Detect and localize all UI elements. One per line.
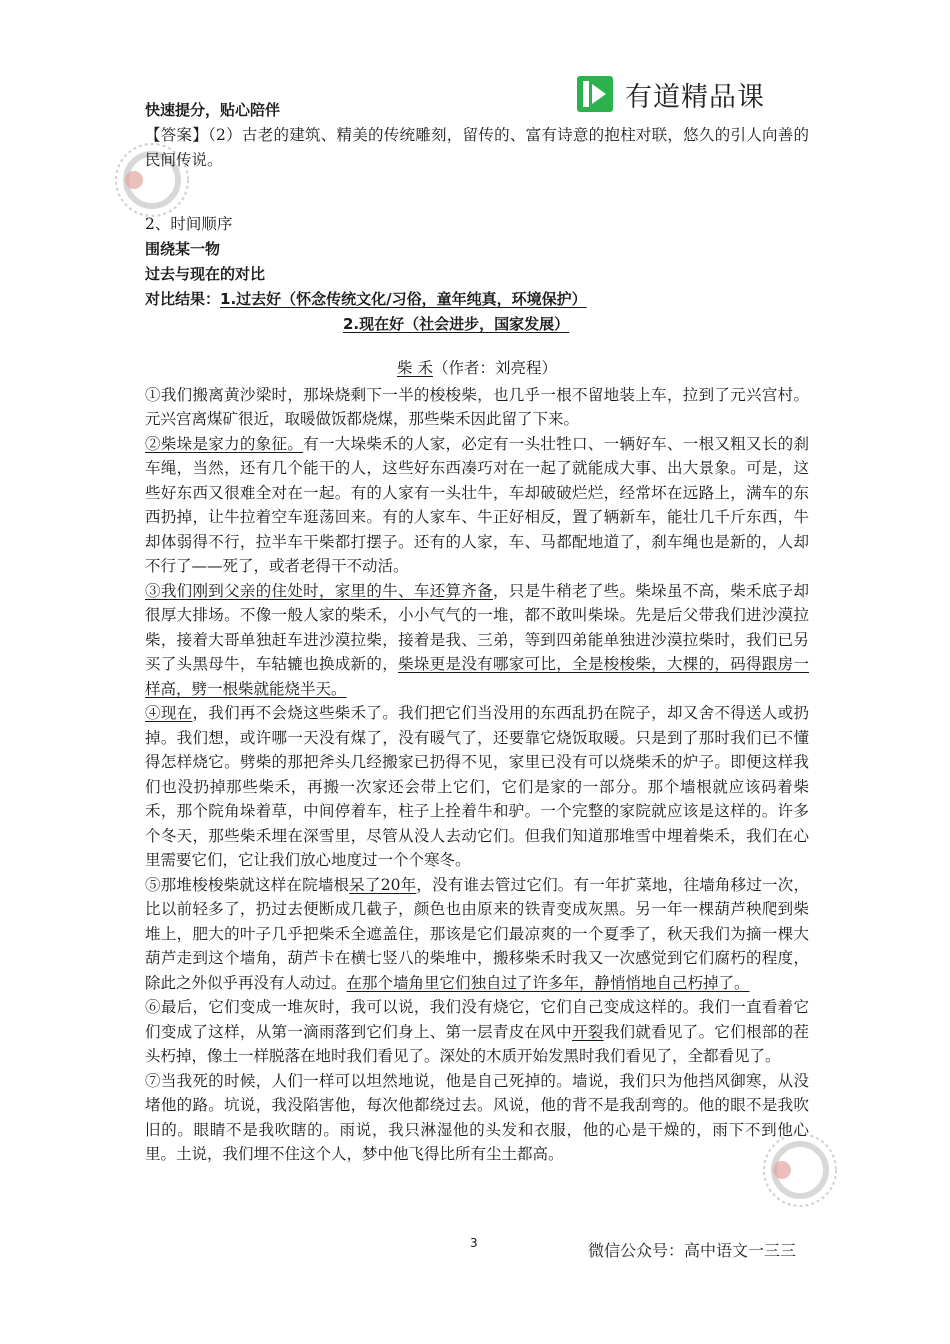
p6-text-a: ⑥最后，它们变成一堆灰时，我可以说，我们没有烧它，它们自己变成这样的。我们一直看着它们变成了这样，从第一滴雨落到它们身上、第一层青皮在风中	[145, 998, 809, 1041]
result-1: 1.过去好（怀念传统文化/习俗，童年纯真，环境保护）	[220, 289, 587, 308]
paragraph-2	[145, 432, 809, 579]
article-title	[145, 355, 809, 381]
page-number: 3	[470, 1236, 478, 1250]
paragraph-1: ①我们搬离黄沙梁时，那垛烧剩下一半的梭梭柴，也几乎一根不留地装上车，拉到了元兴宫村。元兴宫离煤矿很近，取暖做饭都烧煤，那些柴禾因此留了下来。	[145, 385, 809, 428]
article-author: （作者：刘亮程）	[432, 358, 557, 377]
p3-text: ，只是牛稍老了些。柴垛虽不高，柴禾底子却很厚大排场。不像一般人家的柴禾，小小气气的一堆，都不敢叫柴垛。先是后父带我们进沙漠拉柴，接着大哥单独赶车进沙漠拉柴，接着是我、三弟，等到四弟能单独进沙漠拉柴时，我们已另买了头黑母牛，车轱辘也换成新的，	[145, 581, 809, 673]
p3-underlined-2: 柴垛更是没有哪家可比，全是梭梭柴，大棵的，码得跟房一样高，劈一根柴就能烧半天。	[145, 655, 809, 698]
result-2: 2.现在好（社会进步，国家发展）	[343, 314, 570, 333]
answer-block	[145, 123, 809, 172]
answer-label: 【答案】	[145, 126, 209, 144]
paragraph-3	[145, 579, 809, 702]
notes-line-1: 围绕某一物	[145, 239, 221, 258]
logo-text: 有道精品课	[625, 81, 765, 113]
answer-text: （2）古老的建筑、精美的传统雕刻，留传的、富有诗意的抱柱对联，悠久的引人向善的民间传说。	[145, 126, 809, 169]
title-text: 柴 禾	[397, 358, 433, 377]
contrast-result	[145, 287, 809, 312]
p5-text-b: ，没有谁去管过它们。有一年扩菜地，往墙角移过一次，比以前轻多了，扔过去便断成几截子，颜色也由原来的铁青变成灰黑。另一年一棵葫芦秧爬到柴堆上，肥大的叶子几乎把柴禾全遮盖住，那该是它们最凉爽的一个夏季了，秋天我们为摘一棵大葫芦走到这个墙角，葫芦卡在横七竖八的柴堆中，搬移柴禾时我又一次感觉到它们腐朽的程度，除此之外似乎再没有人动过。	[145, 875, 809, 992]
p4-underlined: ④现在	[145, 704, 193, 722]
tagline: 快速提分，贴心陪伴	[145, 101, 281, 119]
paragraph-4	[145, 701, 809, 873]
p2-text: 有一大垛柴禾的人家，必定有一头壮牲口、一辆好车、一根又粗又长的刹车绳，当然，还有几个能干的人，这些好东西凑巧对在一起了就能成大事、出大景象。可是，这些好东西又很难全对在一起。有的人家有一头壮牛，车却破破烂烂，经常坏在远路上，满车的东西扔掉，让牛拉着空车逛荡回来。有的人家车、牛正好相反，置了辆新车，能壮几千斤东西，牛却体弱得不行，拉半车干柴都打摆子。还有的人家，车、马都配地道了，刹车绳也是新的，人却不行了——死了，或者老得干不动活。	[145, 434, 809, 575]
notes-item: 2、时间顺序	[145, 215, 233, 233]
p5-text-a: ⑤那堆梭梭柴就这样在院墙根	[145, 875, 350, 894]
notes-line-2: 过去与现在的对比	[145, 264, 266, 283]
result-label: 对比结果：	[145, 289, 221, 308]
paragraph-5	[145, 873, 809, 996]
paragraph-7: ⑦当我死的时候，人们一样可以坦然地说，他是自己死掉的。墙说，我们只为他挡风御寒，从没堵他的路。坑说，我没陷害他，每次他都绕过去。风说，他的背不是我刮弯的。他的眼不是我吹旧的。眼睛不是我吹瞎的。雨说，我只淋湿他的头发和衣服，他的心是干燥的，雨下不到他心里。土说，我们埋不住这个人，梦中他飞得比所有尘土都高。	[145, 1071, 809, 1163]
p6-underlined: 开裂	[572, 1022, 604, 1041]
contrast-result-2	[145, 312, 809, 337]
p5-underlined-2: 在那个墙角里它们独自过了许多年，静悄悄地自己朽掉了。	[346, 973, 750, 992]
p5-underlined-1: 呆了20年	[349, 875, 417, 894]
paragraph-6	[145, 995, 809, 1069]
p2-underlined: ②柴垛是家力的象征。	[145, 434, 304, 453]
p3-underlined-1: ③我们刚到父亲的住处时，家里的牛、车还算齐备	[145, 581, 493, 600]
wechat-footer: 微信公众号：高中语文一三三	[588, 1241, 797, 1260]
p4-text: ，我们再不会烧这些柴禾了。我们把它们当没用的东西乱扔在院子，却又舍不得送人或扔掉。我们想，或许哪一天没有煤了，没有暖气了，还要靠它烧饭取暖。只是到了那时我们已不懂得怎样烧它。劈柴的那把斧头几经搬家已扔得不见，家里已没有可以烧柴禾的炉子。即便这样我们也没扔掉那些柴禾，再搬一次家还会带上它们，它们是家的一部分。那个墙根就应该码着柴禾，那个院角垛着草，中间停着车，柱子上拴着牛和驴。一个完整的家院就应该是这样的。许多个冬天，那些柴禾埋在深雪里，尽管从没人去动它们。但我们知道那堆雪中埋着柴禾，我们在心里需要它们，它让我们放心地度过一个个寒冬。	[145, 704, 809, 869]
document-body	[145, 98, 809, 1167]
p6-text-b: 我们就看见了。它们根部的茬头朽掉，像土一样脱落在地时我们看见了。深处的木质开始发黑时我们看见了，全都看见了。	[145, 1022, 809, 1065]
